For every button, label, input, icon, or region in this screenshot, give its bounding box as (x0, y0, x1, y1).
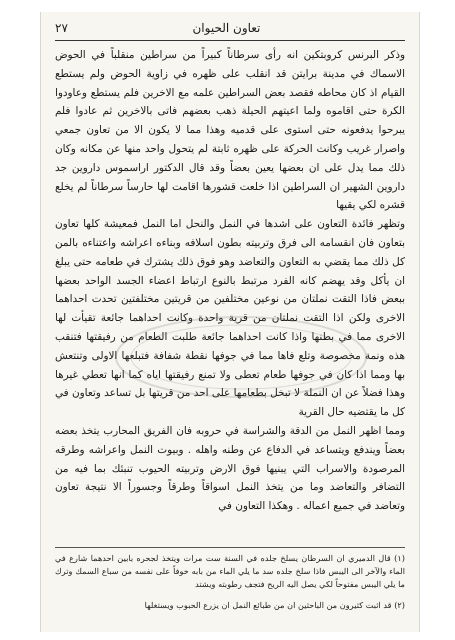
running-title: تعاون الحيوان (192, 21, 261, 35)
header-rule (55, 40, 405, 41)
main-text (55, 46, 405, 516)
paragraph: وتظهر فائدة التعاون على اشدها في النمل والنحل اما النمل فمعيشة كلها تعاون بتعاون فان انقسامه الى فرق وتربيته بطون اسلافه وبناءه اعراشه واعتناءه بالمن كل ذلك مما يقضي به التعاون والتعاضد وهو فوق ذلك يشترك في طعامه حتى يبلغ ان يأكل وقد يهضم كانه الفرد مرتبط بالنوع ارتباط اعضاء الجسد الواحد بعضها ببعض فاذا التقت نملتان من نوعين مختلفين من قريتين مختلفتين تحدت احداهما الاخرى ولكن اذا التقت نملتان من قرية واحدة وكانت احداهما جائعة تقيأت لها الاخرى مما في بطنها واذا كانت احداهما جائعة طلبت الطعام من رفيقتها فتنقب هذه ونمة مخصوصة وتلع فاها مما في جوفها نقطة شفافة فتبلعها الاولى وتنتعش بها ومما اذا كان في جوفها طعام تعطى ولا تمنع رفيقتها اياه كما انها تعطي غيرها وهذا فضلاً عن ان النملة لا تبخل بطعامها على احد من قريتها بل تساعد وتعاون في كل ما يقتضيه حال القرية (55, 218, 405, 419)
footnote: (١) قال الدميري ان السرطان يسلخ جلده في السنة ست مرات ويتخذ لجحره بابين احدهما شارع في الماء والآخر الى اليبس فاذا سلخ جلده سد ما يلي الماء من بابه خوفاً على نفسه من سباع السمك وترك ما يلي اليبس مفتوحاً لكي يصل اليه الريح فتجف رطوبته ويشتد (55, 553, 405, 589)
page-number: ٢٧ (55, 21, 68, 35)
paragraph: ومما اظهر النمل من الدقة والشراسة في حروبه فان الفريق المحارب يتخذ بعضه بعضاً ويندفع ويتساعد في الدفاع عن وطنه واهله . وبيوت النمل واعراشه وطرقه المرصودة والاسراب التي يبنيها فوق الارض وتربيته الحيوب تنبئك بما فيه من التضافر والتعاضد وما من يتخذ النمل اسواقاً وطرقاً وجسوراً الا نتيجة تعاون وتعاضد في جميع اعماله . وهكذا التعاون في (55, 424, 405, 513)
footnotes (55, 552, 405, 612)
footnote-rule (55, 547, 405, 548)
library-watermark-stamp (111, 312, 371, 402)
book-page (40, 12, 420, 632)
paragraph: وذكر البرنس كروبتكين انه رأى سرطاناً كبيراً من سراطين منقلباً في الحوض الاسماك في مدينة برايتن قد انقلب على ظهره في زاوية الحوض ولم يستطع القيام اذ كان محاطه فقصد بعض السراطين علمه مع الاخرين فلم يستطع وعاودوا الكرة حتى اقاموه ولما اعيتهم الحيلة ذهب بعضهم فاتى بالاخرين ثم عادوا فلم يبرحوا يدفعونه حتى استوى على قدميه وهذا مما لا يكون الا من تعاون جمعي واصرار غريب وكانت الحركة على ظهره ثابتة لم يتحول واحد منها عن مكانه وكان ذلك مما يدل على ان بعضها يعين بعضاً وقد قال الدكتور اراسموس داروين جد داروين الشهير ان السراطين اذا خلعت قشورها اقامت لها حارساً سرطاناً لم يخلع قشره لكي يقيها (55, 49, 405, 212)
page-header (55, 18, 405, 38)
footnote: (٢) قد اثبت كثيرون من الباحثين ان من طبائع النمل ان يزرع الحبوب ويستغلها (144, 600, 405, 610)
